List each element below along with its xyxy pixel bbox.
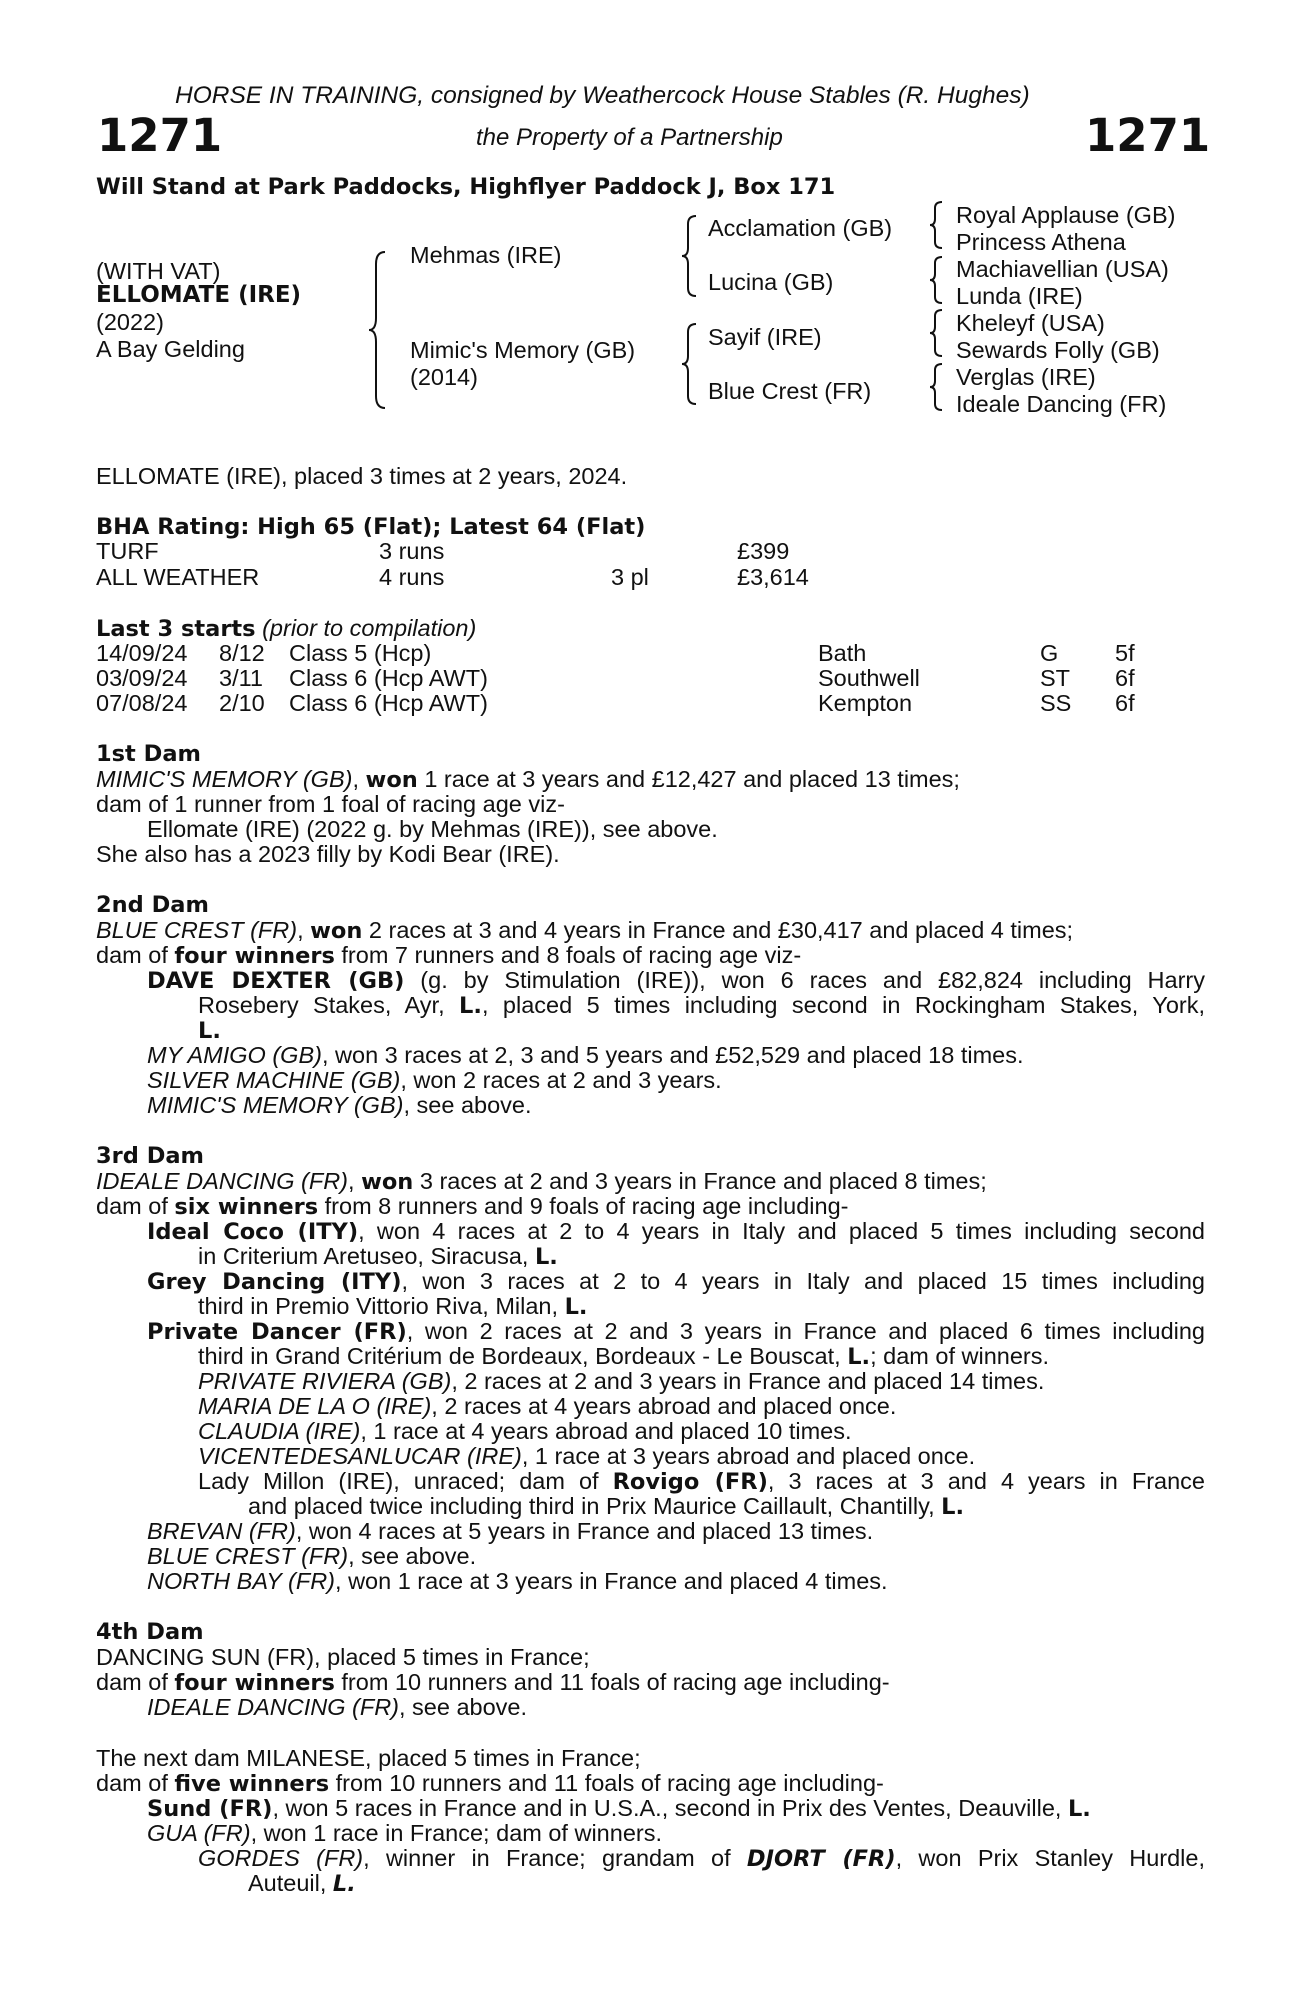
offspring-dave-dexter-cont: [198, 993, 1205, 1020]
offspring-private-dancer-cont: [198, 1344, 1205, 1371]
rating-runs: 3 runs: [379, 538, 445, 564]
third-dam-line: IDEALE DANCING (FR), won 3 races at 2 and 3 years in France and placed 8 times;: [96, 1168, 987, 1195]
dam-name: IDEALE DANCING (FR): [96, 1168, 348, 1194]
pedigree-brace-sire: [680, 214, 700, 298]
foaling-year: (2022): [96, 309, 164, 335]
listed-badge: L.: [332, 1871, 356, 1897]
offspring-record: , see above.: [348, 1543, 477, 1569]
winners-count: six winners: [174, 1194, 319, 1220]
horse-description: A Bay Gelding: [96, 336, 245, 362]
offspring-name: MARIA DE LA O (IRE): [198, 1393, 432, 1419]
gen3-1: Royal Applause (GB): [956, 202, 1176, 228]
start-distance: 5f: [1115, 640, 1135, 666]
start-going: ST: [1040, 665, 1071, 691]
grand-offspring-vicentedesanlucar: [198, 1444, 1205, 1470]
offspring-grey-dancing-cont: [198, 1294, 1205, 1321]
third-dam-produce: [96, 1194, 1205, 1221]
last-starts-note: (prior to compilation): [262, 615, 477, 641]
offspring-name: DJORT (FR): [746, 1846, 896, 1872]
pedigree-brace-g3: [928, 308, 946, 358]
dam-sire-name: Sayif (IRE): [708, 324, 822, 350]
next-dam-produce: [96, 1771, 1205, 1798]
offspring-record: , won 1 race at 3 years in France and placed 4 times.: [335, 1568, 888, 1594]
start-date: 03/09/24: [96, 665, 188, 691]
start-date: 07/08/24: [96, 690, 188, 716]
lot-number-right: 1271: [1085, 109, 1211, 162]
rating-runs: 4 runs: [379, 564, 445, 590]
listed-badge: L.: [941, 1494, 965, 1520]
rating-places: 3 pl: [611, 564, 649, 590]
produce-text: dam of: [96, 1770, 175, 1796]
horse-name: ELLOMATE (IRE): [96, 282, 302, 308]
won-label: won: [361, 1169, 414, 1195]
start-position: 3/11: [219, 665, 263, 691]
start-course: Southwell: [818, 665, 920, 691]
offspring-record: , won 3 races at 2, 3 and 5 years and £52,529 and placed 18 times.: [321, 1042, 1024, 1068]
offspring-record: Rosebery Stakes, Ayr,: [198, 992, 460, 1018]
offspring-record: , won 2 races at 2 and 3 years.: [400, 1067, 722, 1093]
offspring-record: , see above.: [399, 1694, 528, 1720]
last-starts-heading: Last 3 starts: [96, 616, 256, 642]
dam-name: BLUE CREST (FR): [96, 917, 298, 943]
offspring-record: Auteuil,: [248, 1870, 333, 1896]
produce-text: dam of: [96, 1669, 175, 1695]
start-class: Class 5 (Hcp): [289, 640, 432, 666]
start-course: Kempton: [818, 690, 913, 716]
second-dam-produce: [96, 943, 1205, 970]
consignor-title: HORSE IN TRAINING, consigned by Weathercock House Stables (R. Hughes): [175, 82, 1030, 109]
offspring-record: , won Prix Stanley Hurdle,: [895, 1845, 1206, 1871]
gen3-8: Ideale Dancing (FR): [956, 391, 1167, 417]
gen3-3: Machiavellian (USA): [956, 256, 1169, 282]
offspring-gua: [147, 1821, 1205, 1847]
offspring-name: NORTH BAY (FR): [147, 1568, 336, 1594]
rating-earnings: £3,614: [737, 564, 809, 590]
winners-count: four winners: [174, 1670, 335, 1696]
grand-offspring-lady-millon: [198, 1469, 1205, 1496]
sire-dam-name: Lucina (GB): [708, 269, 834, 295]
start-distance: 6f: [1115, 690, 1135, 716]
race-summary: ELLOMATE (IRE), placed 3 times at 2 years, 2024.: [96, 463, 628, 489]
pedigree-brace-main: [367, 250, 389, 410]
won-label: won: [310, 918, 363, 944]
offspring-record: ; dam of winners.: [870, 1343, 1050, 1369]
start-class: Class 6 (Hcp AWT): [289, 690, 488, 716]
gen3-4: Lunda (IRE): [956, 283, 1083, 309]
third-dam-heading: 3rd Dam: [96, 1143, 204, 1169]
start-going: SS: [1040, 690, 1072, 716]
offspring-record: Lady Millon (IRE), unraced; dam of: [198, 1468, 613, 1494]
start-position: 8/12: [219, 640, 265, 666]
produce-text: dam of: [96, 1193, 175, 1219]
offspring-record: , won 3 races at 2 to 4 years in Italy and placed 15 times including: [401, 1268, 1205, 1294]
rating-surface: TURF: [96, 538, 159, 564]
fourth-dam-produce: [96, 1670, 1205, 1697]
rating-heading: BHA Rating: High 65 (Flat); Latest 64 (Flat): [96, 514, 646, 540]
grand-offspring-lady-millon-cont: [248, 1494, 1205, 1521]
offspring-name: BREVAN (FR): [147, 1518, 296, 1544]
offspring-name: Private Dancer (FR): [147, 1319, 407, 1345]
location-line: Will Stand at Park Paddocks, Highflyer Paddock J, Box 171: [96, 174, 836, 200]
offspring-name: VICENTEDESANLUCAR (IRE): [198, 1443, 522, 1469]
rating-earnings: £399: [737, 538, 790, 564]
offspring-dave-dexter-cont2: [198, 1018, 1205, 1045]
start-distance: 6f: [1115, 665, 1135, 691]
listed-badge: L.: [564, 1294, 588, 1320]
offspring-record: third in Grand Critérium de Bordeaux, Bordeaux - Le Bouscat,: [198, 1343, 848, 1369]
second-dam-heading: 2nd Dam: [96, 892, 209, 918]
first-dam-offspring: Ellomate (IRE) (2022 g. by Mehmas (IRE)), see above.: [147, 816, 718, 842]
offspring-record: , won 2 races at 2 and 3 years in France and placed 6 times including: [406, 1318, 1205, 1344]
listed-badge: L.: [1067, 1796, 1091, 1822]
offspring-name: Grey Dancing (ITY): [147, 1269, 402, 1295]
offspring-ideal-coco: [147, 1219, 1205, 1246]
offspring-ideal-coco-cont: [198, 1244, 1205, 1271]
offspring-name: IDEALE DANCING (FR): [147, 1694, 399, 1720]
offspring-record: (g. by Stimulation (IRE)), won 6 races and £82,824 including Harry: [404, 967, 1205, 993]
offspring-record: , placed 5 times including second in Rockingham Stakes, York,: [481, 992, 1206, 1018]
start-course: Bath: [818, 640, 867, 666]
offspring-record: , won 1 race in France; dam of winners.: [250, 1820, 662, 1846]
offspring-grey-dancing: [147, 1269, 1205, 1296]
offspring-name: SILVER MACHINE (GB): [147, 1067, 401, 1093]
pedigree-brace-g2: [928, 255, 946, 305]
offspring-record: third in Premio Vittorio Riva, Milan,: [198, 1293, 565, 1319]
dam-record: 2 races at 3 and 4 years in France and £30,417 and placed 4 times;: [362, 917, 1074, 943]
winners-count: five winners: [174, 1771, 330, 1797]
offspring-name: MIMIC'S MEMORY (GB): [147, 1092, 404, 1118]
dam-name: Mimic's Memory (GB): [410, 337, 636, 363]
produce-text: dam of: [96, 942, 175, 968]
pedigree-brace-g4: [928, 362, 946, 412]
dam-year: (2014): [410, 364, 478, 390]
offspring-record: , 3 races at 3 and 4 years in France: [767, 1468, 1205, 1494]
offspring-record: , won 5 races in France and in U.S.A., second in Prix des Ventes, Deauville,: [272, 1795, 1068, 1821]
pedigree-brace-dam: [680, 322, 700, 406]
rating-surface: ALL WEATHER: [96, 564, 260, 590]
listed-badge: L.: [459, 993, 482, 1019]
offspring-name: GUA (FR): [147, 1820, 251, 1846]
gen3-2: Princess Athena: [956, 229, 1126, 255]
offspring-name: GORDES (FR): [198, 1845, 364, 1871]
produce-text: from 8 runners and 9 foals of racing age including-: [318, 1193, 849, 1219]
first-dam-line: MIMIC'S MEMORY (GB), won 1 race at 3 years and £12,427 and placed 13 times;: [96, 766, 960, 793]
offspring-north-bay: [147, 1569, 1205, 1595]
offspring-record: , won 4 races at 5 years in France and placed 13 times.: [295, 1518, 874, 1544]
offspring-record: , won 4 races at 2 to 4 years in Italy and placed 5 times including second: [358, 1218, 1205, 1244]
fourth-dam-line: DANCING SUN (FR), placed 5 times in France;: [96, 1644, 590, 1670]
start-position: 2/10: [219, 690, 265, 716]
start-date: 14/09/24: [96, 640, 188, 666]
offspring-record: in Criterium Aretuseo, Siracusa,: [198, 1243, 535, 1269]
produce-text: from 7 runners and 8 foals of racing age viz-: [334, 942, 802, 968]
offspring-brevan: [147, 1519, 1205, 1545]
offspring-record: , 1 race at 4 years abroad and placed 10 times.: [360, 1418, 852, 1444]
second-dam-line: BLUE CREST (FR), won 2 races at 3 and 4 years in France and £30,417 and placed 4 times;: [96, 917, 1074, 944]
dam-name: MIMIC'S MEMORY (GB): [96, 766, 353, 792]
fourth-dam-heading: 4th Dam: [96, 1619, 204, 1645]
winners-count: four winners: [174, 943, 335, 969]
offspring-blue-crest: [147, 1544, 1205, 1570]
offspring-name: Sund (FR): [147, 1796, 273, 1822]
first-dam-produce: dam of 1 runner from 1 foal of racing age viz-: [96, 791, 565, 817]
offspring-record: , 1 race at 3 years abroad and placed once.: [521, 1443, 976, 1469]
grand-offspring-claudia: [198, 1419, 1205, 1445]
offspring-name: Ideal Coco (ITY): [147, 1219, 359, 1245]
property-subtitle: the Property of a Partnership: [476, 124, 783, 151]
start-going: G: [1040, 640, 1059, 666]
grand-offspring-private-riviera: [198, 1369, 1205, 1395]
offspring-mimics-memory: [147, 1093, 1205, 1119]
gen3-6: Sewards Folly (GB): [956, 337, 1160, 363]
offspring-record: , see above.: [403, 1092, 532, 1118]
sire-sire-name: Acclamation (GB): [708, 215, 893, 241]
gen3-7: Verglas (IRE): [956, 364, 1096, 390]
listed-badge: L.: [847, 1344, 871, 1370]
offspring-my-amigo: [147, 1043, 1205, 1069]
produce-text: from 10 runners and 11 foals of racing age including-: [329, 1770, 884, 1796]
dam-record: 3 races at 2 and 3 years in France and placed 8 times;: [413, 1168, 987, 1194]
offspring-name: PRIVATE RIVIERA (GB): [198, 1368, 452, 1394]
first-dam-note: She also has a 2023 filly by Kodi Bear (IRE).: [96, 841, 560, 867]
listed-badge: L.: [534, 1244, 558, 1270]
offspring-dave-dexter: [147, 968, 1205, 995]
offspring-private-dancer: [147, 1319, 1205, 1346]
dam-dam-name: Blue Crest (FR): [708, 378, 872, 404]
offspring-sund: [147, 1796, 1205, 1823]
offspring-record: , 2 races at 2 and 3 years in France and placed 14 times.: [451, 1368, 1045, 1394]
won-label: won: [365, 767, 418, 793]
vat-label: (WITH VAT): [96, 258, 221, 284]
offspring-name: BLUE CREST (FR): [147, 1543, 349, 1569]
sire-name: Mehmas (IRE): [410, 242, 562, 268]
pedigree-brace-g1: [928, 200, 946, 250]
first-dam-heading: 1st Dam: [96, 741, 201, 767]
produce-text: from 10 runners and 11 foals of racing age including-: [334, 1669, 890, 1695]
offspring-ideale-dancing: [147, 1695, 1205, 1721]
next-dam-line: The next dam MILANESE, placed 5 times in France;: [96, 1745, 641, 1771]
offspring-name: CLAUDIA (IRE): [198, 1418, 361, 1444]
dam-record: 1 race at 3 years and £12,427 and placed 13 times;: [417, 766, 960, 792]
gen3-5: Kheleyf (USA): [956, 310, 1105, 336]
offspring-name: DAVE DEXTER (GB): [147, 968, 405, 994]
offspring-silver-machine: [147, 1068, 1205, 1094]
grand-offspring-gordes-cont: [248, 1871, 1205, 1898]
grand-offspring-maria-de-la-o: [198, 1394, 1205, 1420]
last-starts-heading-row: [96, 615, 476, 642]
offspring-record: , 2 races at 4 years abroad and placed once.: [431, 1393, 897, 1419]
start-class: Class 6 (Hcp AWT): [289, 665, 488, 691]
listed-badge: L.: [198, 1018, 221, 1044]
offspring-record: , winner in France; grandam of: [363, 1845, 747, 1871]
offspring-record: and placed twice including third in Prix Maurice Caillault, Chantilly,: [248, 1493, 942, 1519]
grand-offspring-gordes: [198, 1846, 1205, 1873]
offspring-name: MY AMIGO (GB): [147, 1042, 322, 1068]
offspring-name: Rovigo (FR): [612, 1469, 768, 1495]
lot-number-left: 1271: [97, 109, 223, 162]
